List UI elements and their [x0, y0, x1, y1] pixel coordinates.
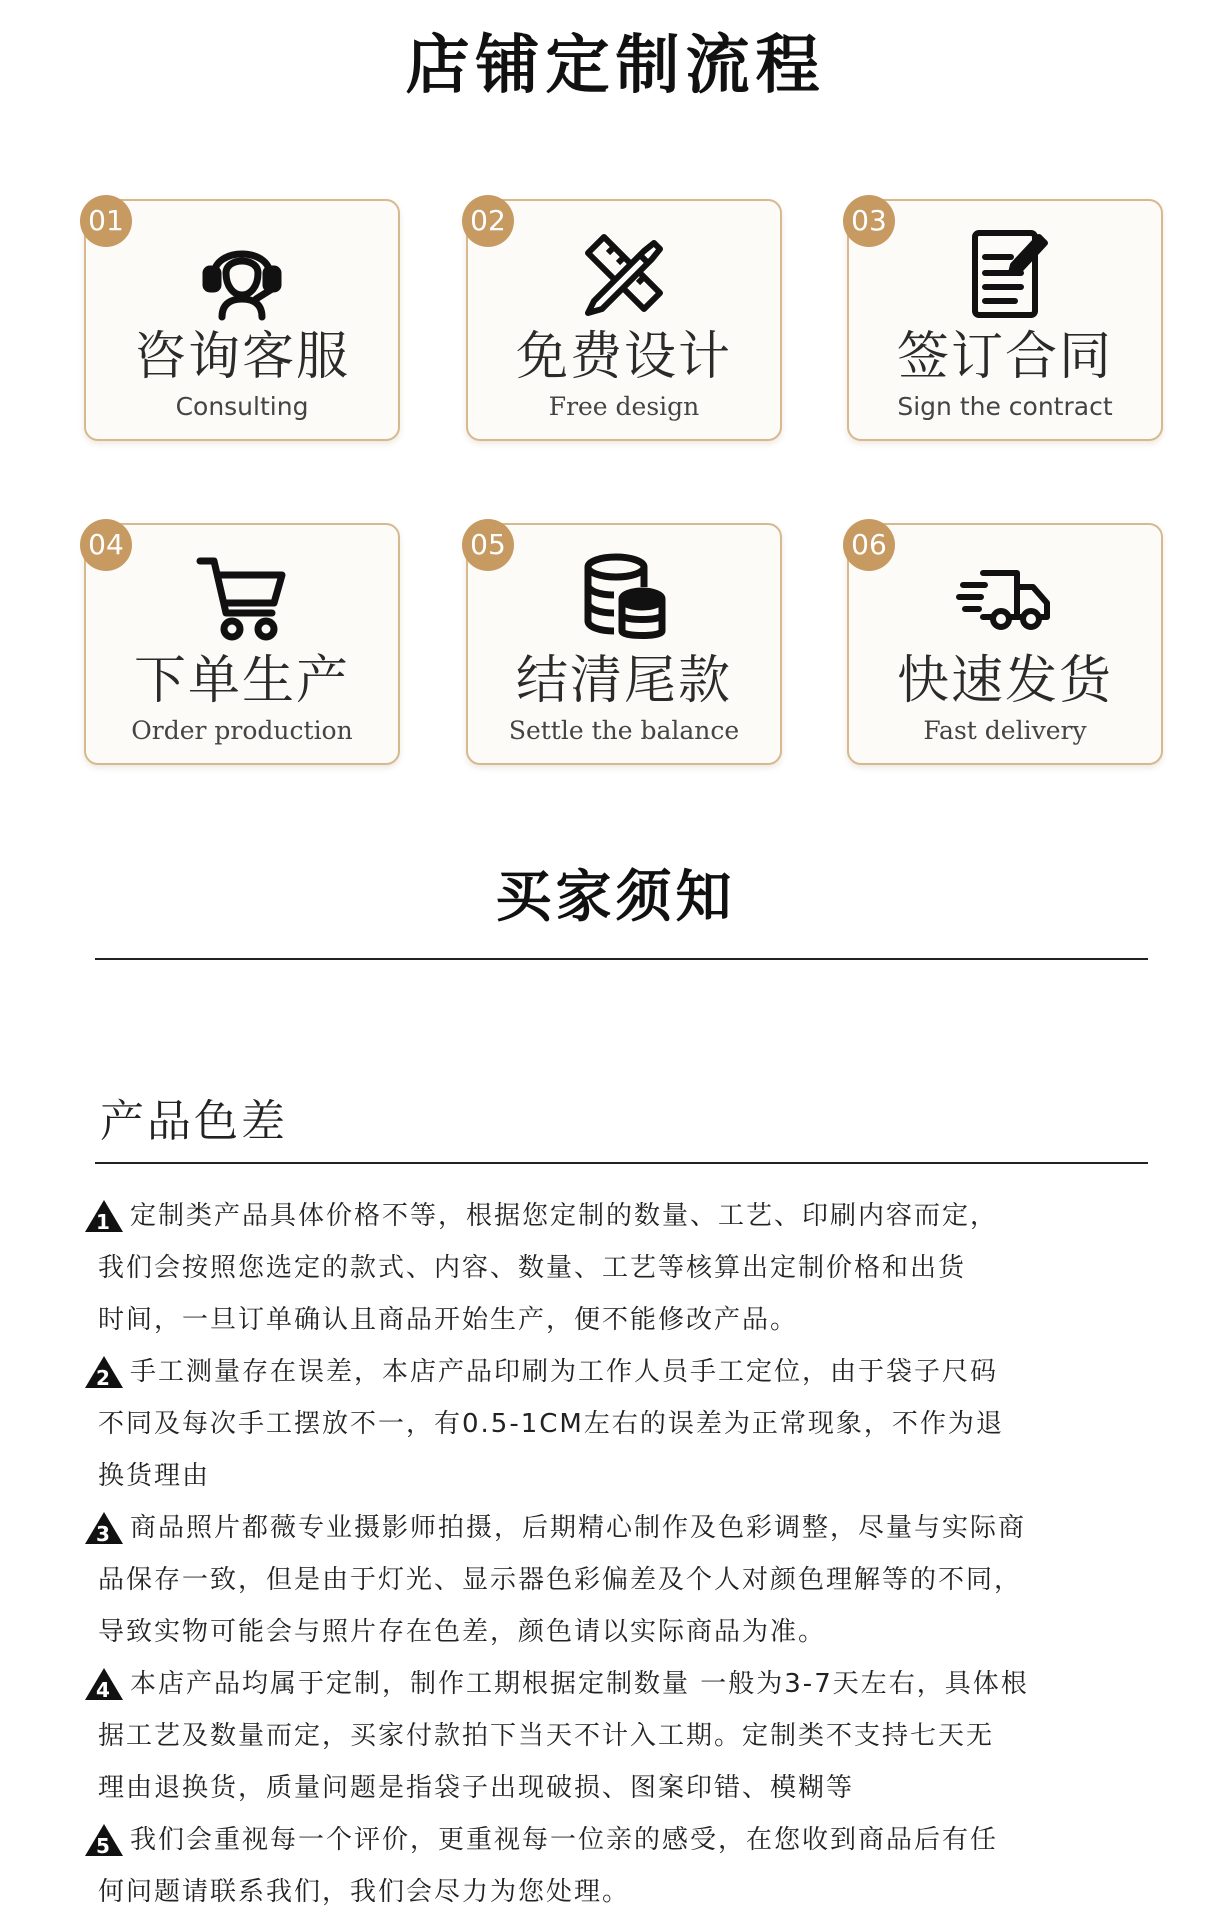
notice-list — [84, 1190, 1164, 1918]
divider — [95, 1162, 1148, 1164]
notice-first-line: 手工测量存在误差，本店产品印刷为工作人员手工定位，由于袋子尺码 — [130, 1357, 999, 1387]
step-subtitle: Sign the contract — [897, 392, 1113, 421]
customer-service-icon — [86, 223, 398, 323]
warning-icon — [84, 1511, 124, 1545]
step-number: 05 — [462, 519, 514, 571]
step-number: 03 — [843, 195, 895, 247]
process-steps — [0, 0, 1231, 800]
notice-text: 据工艺及数量而定，买家付款拍下当天不计入工期。定制类不支持七天无 理由退换货，质量问题是指袋子出现破损、图案印错、模糊等 — [98, 1721, 995, 1803]
section-title: 买家须知 — [495, 864, 736, 930]
notice-text: 品保存一致，但是由于灯光、显示器色彩偏差及个人对颜色理解等的不同， 导致实物可能会与照片存在色差，颜色请以实际商品为准。 — [98, 1565, 1023, 1647]
step-subtitle: Order production — [131, 716, 353, 745]
notice-item — [84, 1658, 1164, 1814]
delivery-truck-icon — [849, 547, 1161, 647]
step-number: 06 — [843, 519, 895, 571]
contract-icon — [849, 223, 1161, 323]
step-title: 签订合同 — [896, 327, 1113, 387]
step-number: 04 — [80, 519, 132, 571]
page-title: 店铺定制流程 — [405, 28, 826, 103]
notice-item — [84, 1502, 1164, 1658]
notice-text: 不同及每次手工摆放不一，有0.5-1CM左右的误差为正常现象，不作为退 换货理由 — [98, 1409, 1004, 1491]
coins-icon — [468, 547, 780, 647]
subsection-title: 产品色差 — [100, 1096, 288, 1147]
cart-icon — [86, 547, 398, 647]
step-card-order-production — [84, 523, 400, 765]
step-subtitle: Free design — [548, 392, 700, 421]
step-title: 快速发货 — [896, 651, 1113, 711]
notice-first-line: 我们会重视每一个评价，更重视每一位亲的感受，在您收到商品后有任 — [130, 1825, 999, 1855]
step-title: 下单生产 — [133, 651, 350, 711]
step-number: 02 — [462, 195, 514, 247]
notice-first-line: 商品照片都薇专业摄影师拍摄，后期精心制作及色彩调整，尽量与实际商 — [130, 1513, 1027, 1543]
notice-item — [84, 1190, 1164, 1346]
step-card-free-design — [466, 199, 782, 441]
notice-first-line: 定制类产品具体价格不等，根据您定制的数量、工艺、印刷内容而定， — [130, 1201, 999, 1231]
warning-icon — [84, 1355, 124, 1389]
step-card-sign-contract — [847, 199, 1163, 441]
step-card-settle-balance — [466, 523, 782, 765]
notice-first-line: 本店产品均属于定制，制作工期根据定制数量 一般为3-7天左右，具体根 — [130, 1669, 1029, 1699]
step-card-consulting — [84, 199, 400, 441]
svg-text:3: 3 — [96, 1522, 112, 1545]
step-title: 免费设计 — [515, 327, 732, 387]
notice-item — [84, 1814, 1164, 1918]
step-title: 结清尾款 — [515, 651, 732, 711]
notice-text: 我们会按照您选定的款式、内容、数量、工艺等核算出定制价格和出货 时间，一旦订单确认且商品开始生产，便不能修改产品。 — [98, 1253, 967, 1335]
notice-text: 何问题请联系我们，我们会尽力为您处理。 — [98, 1877, 631, 1907]
step-title: 咨询客服 — [133, 327, 350, 387]
step-subtitle: Consulting — [175, 392, 309, 421]
svg-text:1: 1 — [96, 1210, 112, 1233]
warning-icon — [84, 1823, 124, 1857]
step-card-fast-delivery — [847, 523, 1163, 765]
warning-icon — [84, 1667, 124, 1701]
pencil-ruler-icon — [468, 223, 780, 323]
divider — [95, 958, 1148, 960]
notice-item — [84, 1346, 1164, 1502]
step-subtitle: Settle the balance — [508, 716, 740, 745]
step-number: 01 — [80, 195, 132, 247]
svg-text:5: 5 — [96, 1834, 112, 1857]
svg-text:4: 4 — [96, 1678, 112, 1701]
svg-text:2: 2 — [96, 1366, 112, 1389]
warning-icon — [84, 1199, 124, 1233]
step-subtitle: Fast delivery — [923, 716, 1087, 745]
